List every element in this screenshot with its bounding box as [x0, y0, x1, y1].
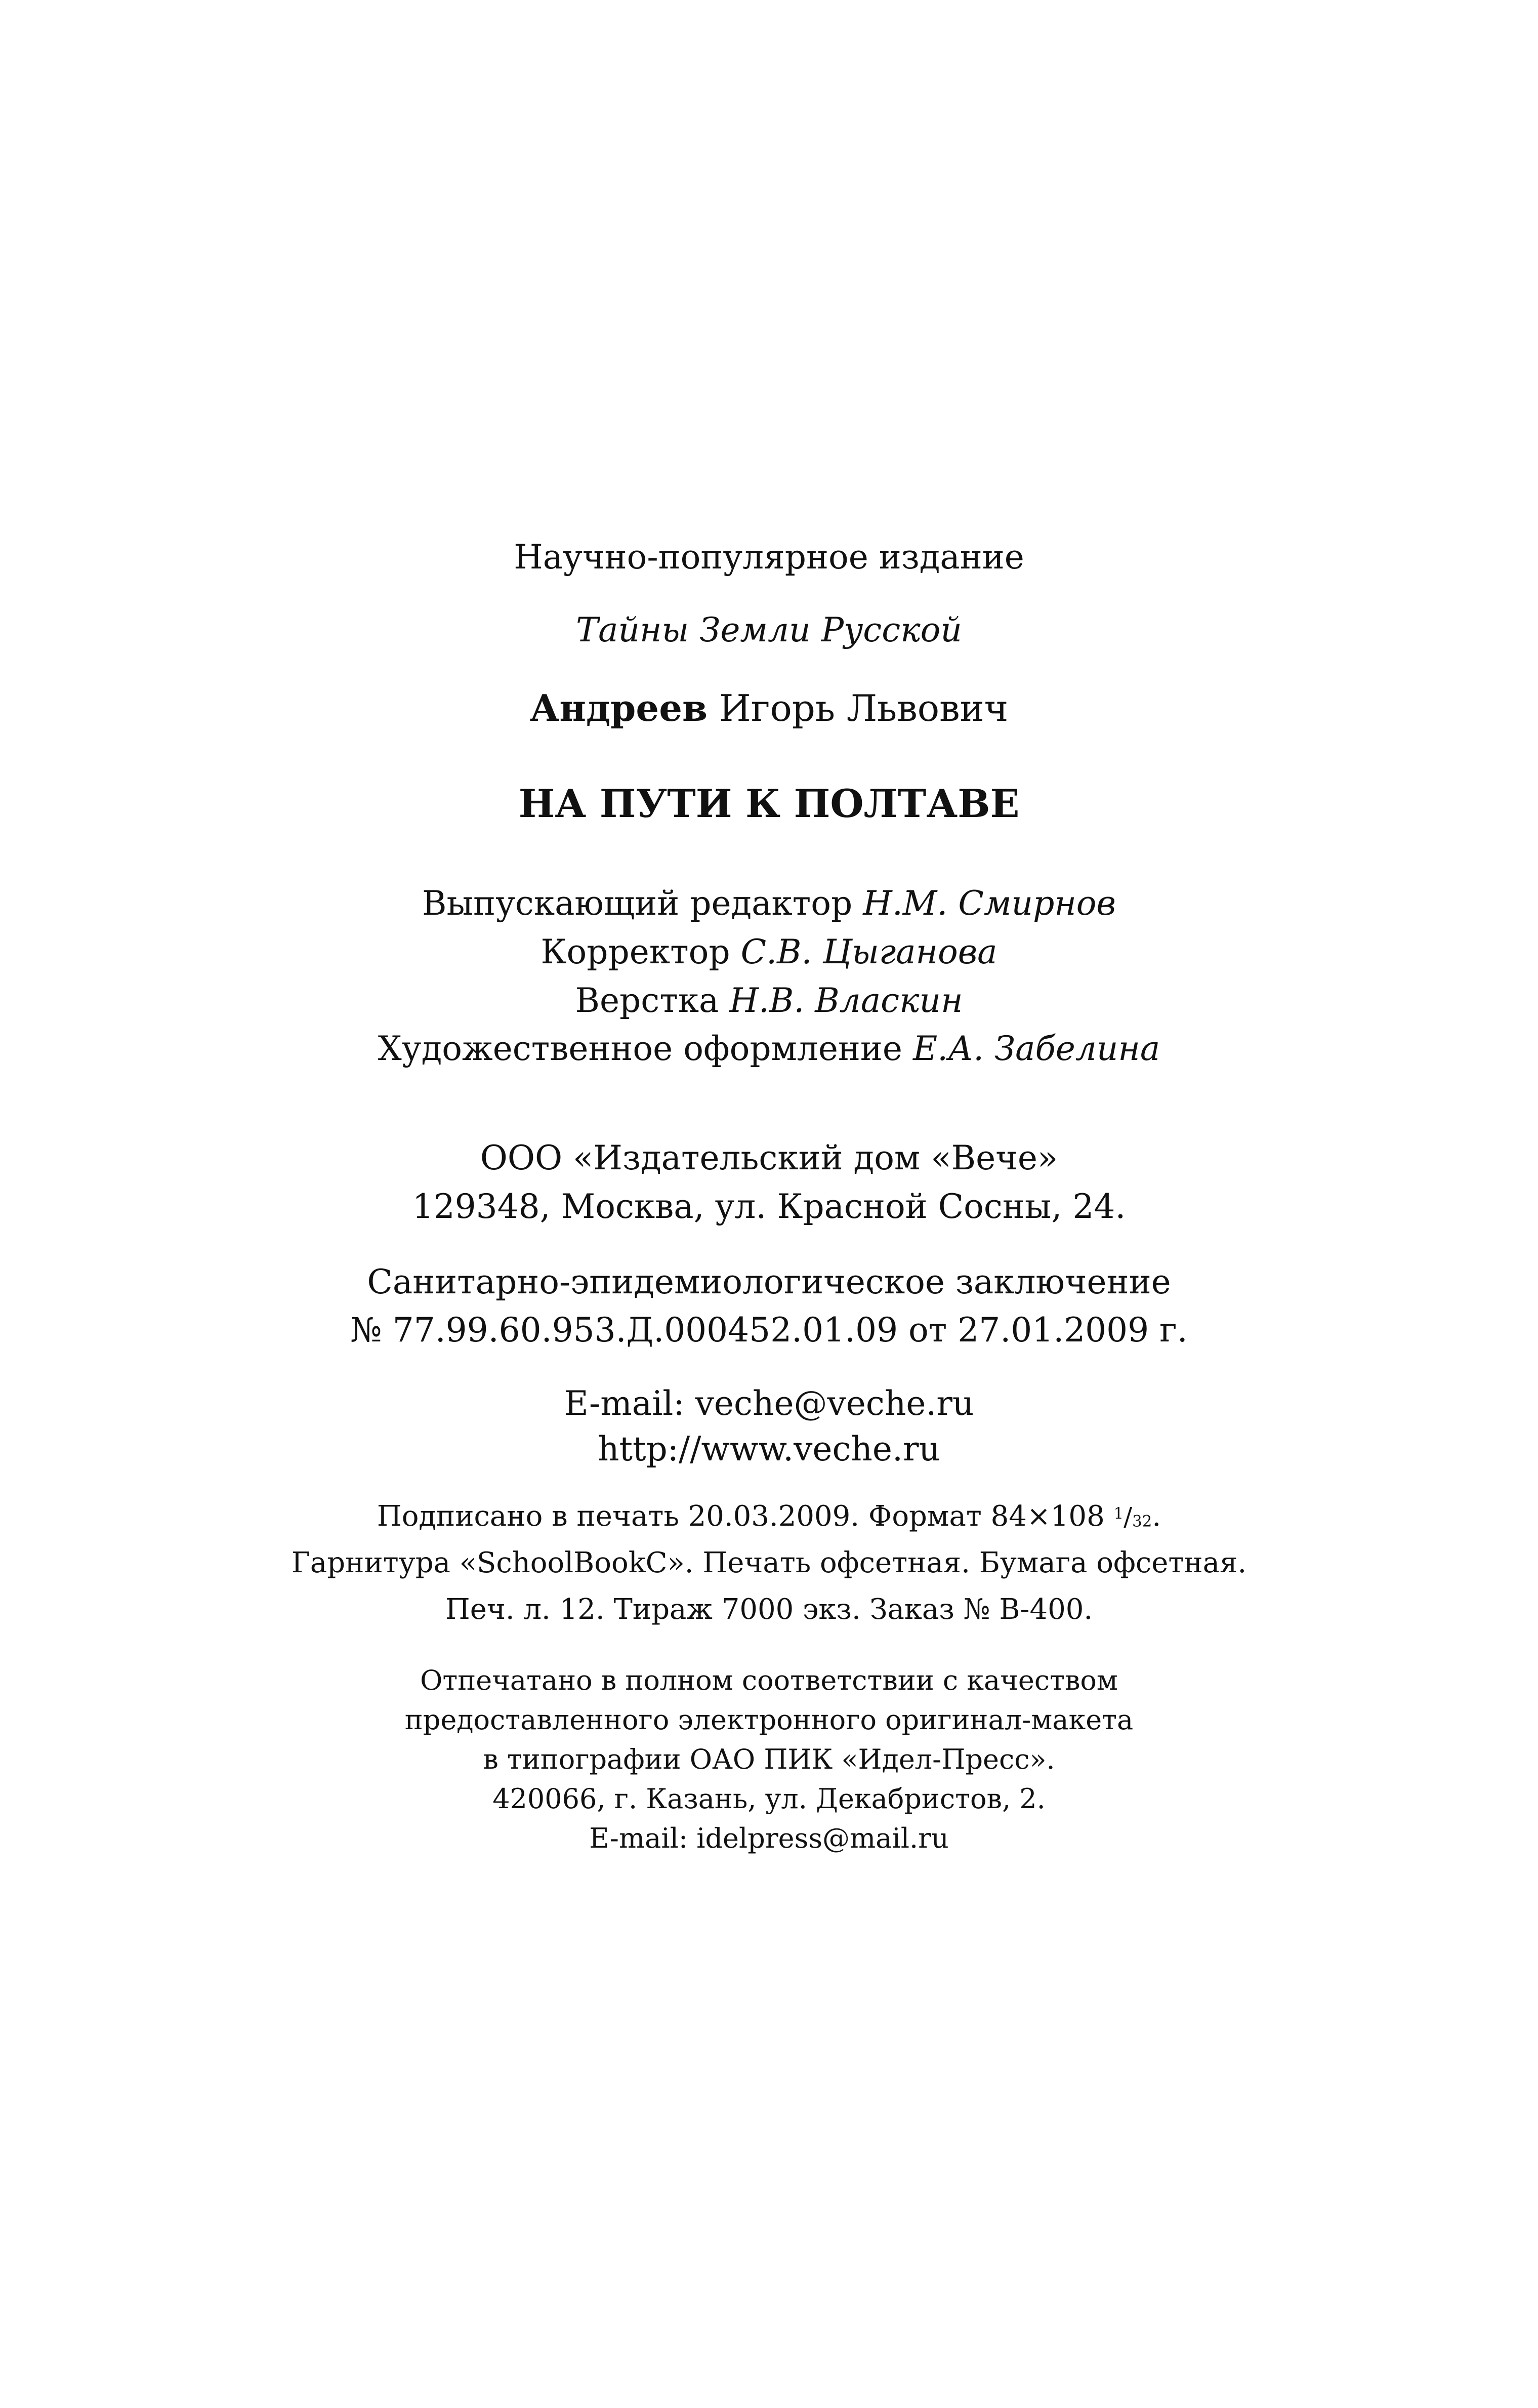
- credit-line: [0, 932, 1538, 971]
- credit-role: Корректор: [541, 932, 730, 971]
- printer-email: E-mail: idelpress@mail.ru: [589, 1822, 949, 1854]
- publisher-address: 129348, Москва, ул. Красной Сосны, 24.: [412, 1187, 1126, 1226]
- print-info-text: Подписано в печать 20.03.2009. Формат 84×108: [377, 1500, 1105, 1533]
- credit-line: [0, 884, 1538, 923]
- sanitary-number: № 77.99.60.953.Д.000452.01.09 от 27.01.2009 г.: [350, 1311, 1188, 1350]
- credit-person: Н.М. Смирнов: [863, 884, 1116, 923]
- series-title: Тайны Земли Русской: [576, 610, 962, 649]
- publisher-email: E-mail: veche@veche.ru: [564, 1384, 974, 1423]
- credit-line: [0, 1029, 1538, 1068]
- print-info-line: Гарнитура «SchoolBookC». Печать офсетная. Бумага офсетная.: [291, 1546, 1247, 1579]
- printer-line: Отпечатано в полном соответствии с качеством: [420, 1664, 1118, 1696]
- author-line: [0, 686, 1538, 729]
- publisher-name: ООО «Издательский дом «Вече»: [480, 1138, 1058, 1177]
- credit-role: Верстка: [575, 981, 719, 1020]
- credit-person: Е.А. Забелина: [912, 1029, 1160, 1068]
- credit-role: Выпускающий редактор: [422, 884, 853, 923]
- credit-person: С.В. Цыганова: [740, 932, 997, 971]
- edition-type: Научно-популярное издание: [514, 538, 1024, 577]
- format-numerator: 1: [1113, 1504, 1124, 1523]
- print-info-line: [0, 1502, 1538, 1531]
- credit-line: [0, 981, 1538, 1020]
- format-slash: /: [1124, 1502, 1133, 1532]
- author-surname: Андреев: [529, 686, 708, 729]
- print-info-end: .: [1152, 1500, 1161, 1533]
- credit-person: Н.В. Власкин: [729, 981, 963, 1020]
- author-name: Игорь Львович: [719, 687, 1009, 729]
- printer-line: предоставленного электронного оригинал-макета: [404, 1704, 1134, 1736]
- publisher-website: http://www.veche.ru: [597, 1430, 941, 1468]
- credit-role: Художественное оформление: [378, 1029, 902, 1068]
- printer-address: 420066, г. Казань, ул. Декабристов, 2.: [492, 1783, 1046, 1815]
- print-info-line: Печ. л. 12. Тираж 7000 экз. Заказ № В-400.: [445, 1593, 1093, 1626]
- printer-line: в типографии ОАО ПИК «Идел-Пресс».: [483, 1743, 1055, 1775]
- sanitary-label: Санитарно-эпидемиологическое заключение: [367, 1262, 1171, 1301]
- format-denominator: 32: [1132, 1512, 1152, 1531]
- format-fraction: [1114, 1500, 1152, 1533]
- book-title: НА ПУТИ К ПОЛТАВЕ: [518, 781, 1020, 826]
